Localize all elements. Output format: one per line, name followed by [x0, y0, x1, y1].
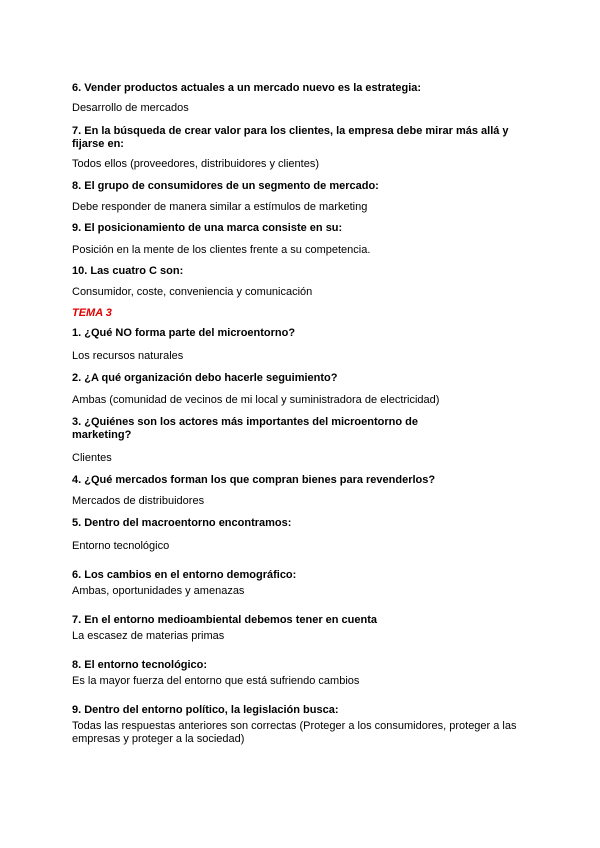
t3-answer-3: Clientes: [72, 452, 112, 464]
t3-question-9: 9. Dentro del entorno político, la legislación busca:: [72, 704, 339, 716]
t3-question-8: 8. El entorno tecnológico:: [72, 659, 208, 671]
t3-answer-6: Ambas, oportunidades y amenazas: [72, 585, 245, 597]
t3-question-3: 3. ¿Quiénes son los actores más importantes del microentorno de marketing?: [72, 416, 418, 441]
answer-6: Desarrollo de mercados: [72, 102, 189, 114]
question-7: 7. En la búsqueda de crear valor para los clientes, la empresa debe mirar más allá y fijarse en:: [72, 125, 509, 150]
t3-question-1: 1. ¿Qué NO forma parte del microentorno?: [72, 327, 296, 339]
t3-question-4: 4. ¿Qué mercados forman los que compran bienes para revenderlos?: [72, 474, 436, 486]
question-8: 8. El grupo de consumidores de un segmento de mercado:: [72, 180, 379, 192]
question-10: 10. Las cuatro C son:: [72, 265, 184, 277]
t3-question-6: 6. Los cambios en el entorno demográfico:: [72, 569, 297, 581]
t3-question-7: 7. En el entorno medioambiental debemos tener en cuenta: [72, 614, 378, 626]
t3-answer-8: Es la mayor fuerza del entorno que está sufriendo cambios: [72, 675, 360, 687]
answer-10: Consumidor, coste, conveniencia y comunicación: [72, 286, 313, 298]
answer-7: Todos ellos (proveedores, distribuidores y clientes): [72, 158, 320, 170]
t3-question-2: 2. ¿A qué organización debo hacerle seguimiento?: [72, 372, 338, 384]
question-9: 9. El posicionamiento de una marca consiste en su:: [72, 222, 343, 234]
t3-answer-9: Todas las respuestas anteriores son correctas (Proteger a los consumidores, proteger a las empresas y proteger a la sociedad): [72, 720, 517, 745]
t3-answer-2: Ambas (comunidad de vecinos de mi local y suministradora de electricidad): [72, 394, 440, 406]
question-6: 6. Vender productos actuales a un mercado nuevo es la estrategia:: [72, 82, 422, 94]
section-heading-tema-3: TEMA 3: [72, 307, 112, 319]
t3-question-5: 5. Dentro del macroentorno encontramos:: [72, 517, 292, 529]
answer-9: Posición en la mente de los clientes frente a su competencia.: [72, 244, 371, 256]
t3-answer-5: Entorno tecnológico: [72, 540, 170, 552]
t3-answer-4: Mercados de distribuidores: [72, 495, 205, 507]
t3-answer-7: La escasez de materias primas: [72, 630, 225, 642]
answer-8: Debe responder de manera similar a estímulos de marketing: [72, 201, 368, 213]
t3-answer-1: Los recursos naturales: [72, 350, 184, 362]
